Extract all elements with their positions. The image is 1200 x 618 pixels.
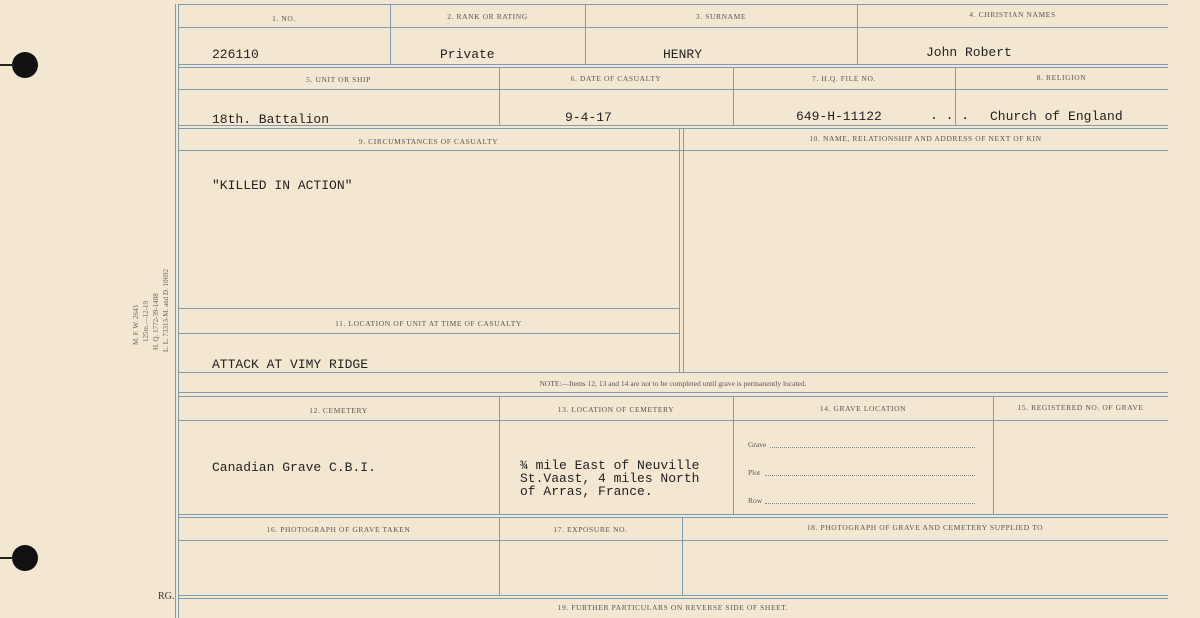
value-hq-dots: . . . <box>930 108 970 123</box>
value-surname: HENRY <box>663 47 703 62</box>
label-location-unit: 11. LOCATION OF UNIT AT TIME OF CASUALTY <box>335 319 522 328</box>
binder-hole-bottom <box>12 545 38 571</box>
loc-unit-top <box>178 308 679 309</box>
footer-top <box>178 595 1168 596</box>
label-location-cemetery: 13. LOCATION OF CEMETERY <box>557 405 675 414</box>
grave-field-line <box>770 447 975 448</box>
plot-field-line <box>765 475 975 476</box>
label-circumstances: 9. CIRCUMSTANCES OF CASUALTY <box>358 137 499 146</box>
row4-bottom <box>178 514 1168 515</box>
row1-bottom <box>178 64 1168 65</box>
row-field-label: Row <box>748 496 763 505</box>
value-circumstances: "KILLED IN ACTION" <box>212 178 353 193</box>
side-print-2: 125m.—12-19 <box>142 300 150 342</box>
label-unit: 5. UNIT OR SHIP <box>306 75 371 84</box>
value-date: 9-4-17 <box>565 110 612 125</box>
row2-label-line <box>178 89 1168 90</box>
row3-bottom <box>178 372 1168 373</box>
note-text: NOTE:—Items 12, 13 and 14 are not to be completed until grave is permanently located. <box>539 379 807 388</box>
binder-hole-top <box>12 52 38 78</box>
label-registered: 15. REGISTERED NO. OF GRAVE <box>1017 403 1144 412</box>
row5-label-line <box>178 540 1168 541</box>
row5-top <box>178 517 1168 518</box>
side-print-3: H. Q. 1772-39-1488 <box>152 293 160 350</box>
binder-hole-top-bar <box>0 64 14 66</box>
label-photo-taken: 16. PHOTOGRAPH OF GRAVE TAKEN <box>266 525 411 534</box>
label-no: 1. NO. <box>272 14 296 23</box>
label-exposure: 17. EXPOSURE NO. <box>553 525 628 534</box>
loc-unit-label-line <box>178 333 679 334</box>
label-surname: 3. SURNAME <box>695 12 747 21</box>
value-no: 226110 <box>212 47 259 62</box>
value-rank: Private <box>440 47 495 62</box>
footer-top-2 <box>178 598 1168 599</box>
left-border <box>175 4 176 618</box>
row1-top <box>178 4 1168 5</box>
value-cemetery: Canadian Grave C.B.I. <box>212 460 376 475</box>
row4-div2 <box>733 396 734 514</box>
value-location-cemetery: ¾ mile East of Neuville St.Vaast, 4 miles North of Arras, France. <box>520 458 700 499</box>
row4-top <box>178 396 1168 397</box>
label-cemetery: 12. CEMETERY <box>309 406 368 415</box>
row3-div-left <box>679 128 680 372</box>
value-religion: Church of England <box>990 109 1123 124</box>
row4-label-line <box>178 420 1168 421</box>
further-particulars: 19. FURTHER PARTICULARS ON REVERSE SIDE OF SHEET. <box>557 603 789 612</box>
note-bottom <box>178 392 1168 393</box>
row3-div-right <box>683 128 684 372</box>
label-hq: 7. H.Q. FILE NO. <box>812 74 876 83</box>
side-print-1: M. F. W. 2643 <box>132 305 140 345</box>
value-christian: John Robert <box>926 45 1012 60</box>
value-location-unit: ATTACK AT VIMY RIDGE <box>212 357 369 372</box>
label-kin: 10. NAME, RELATIONSHIP AND ADDRESS OF NEXT OF KIN <box>809 134 1042 143</box>
row3-label-line <box>178 150 1168 151</box>
row3-top <box>178 128 1168 129</box>
row-field-line <box>765 503 975 504</box>
row2-top <box>178 67 1168 68</box>
label-religion: 8. RELIGION <box>1036 73 1087 82</box>
label-rank: 2. RANK OR RATING <box>447 12 528 21</box>
value-hq: 649-H-11122 <box>796 109 882 124</box>
value-unit: 18th. Battalion <box>212 112 330 127</box>
label-photo-supplied: 18. PHOTOGRAPH OF GRAVE AND CEMETERY SUPPLIED TO <box>806 523 1044 532</box>
label-grave-location: 14. GRAVE LOCATION <box>819 404 907 413</box>
footer-mark: RG. <box>158 591 175 602</box>
side-print-4: L. L. 73313-M. and D. 10692 <box>162 268 170 352</box>
label-christian: 4. CHRISTIAN NAMES <box>969 10 1056 19</box>
row1-label-line <box>178 27 1168 28</box>
label-date: 6. DATE OF CASUALTY <box>570 74 662 83</box>
row4-div3 <box>993 396 994 514</box>
plot-field-label: Plot <box>748 468 761 477</box>
binder-hole-bottom-bar <box>0 557 14 559</box>
grave-field-label: Grave <box>748 440 767 449</box>
